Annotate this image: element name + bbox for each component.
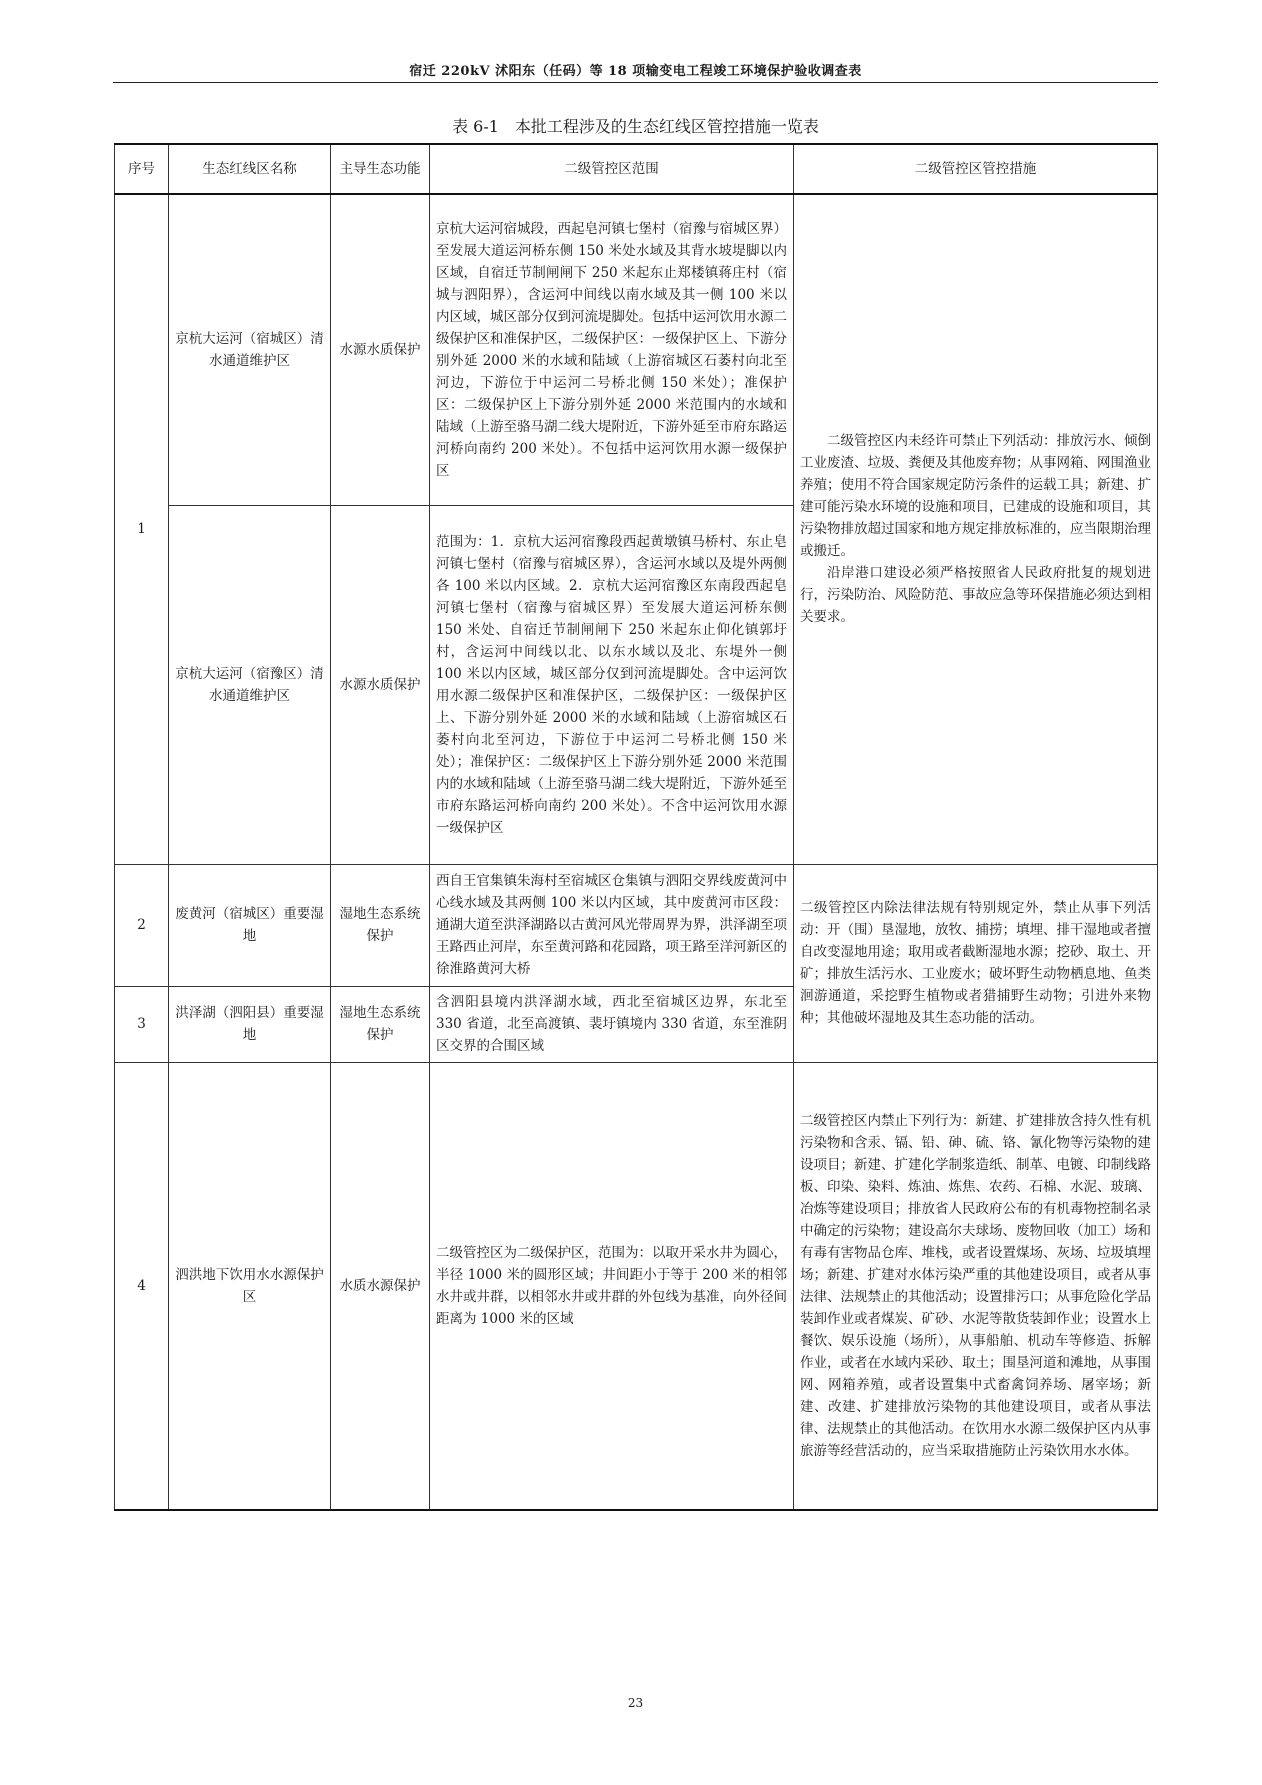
- col-header-scope: 二级管控区范围: [430, 144, 794, 194]
- cell-scope: 含泗阳县境内洪泽湖水域，西北至宿城区边界，东北至 330 省道，北至高渡镇、裴圩镇境内 330 省道，东至淮阴区交界的合围区域: [430, 986, 794, 1062]
- cell-function: 水质水源保护: [331, 1062, 430, 1510]
- page-number: 23: [627, 1696, 644, 1710]
- measures-paragraph: 沿岸港口建设必须严格按照省人民政府批复的规划进行，污染防治、风险防范、事故应急等环保措施必须达到相关要求。: [800, 565, 1151, 626]
- table-caption: 表 6-1 本批工程涉及的生态红线区管控措施一览表: [452, 117, 819, 136]
- cell-name: 京杭大运河（宿豫区）清水通道维护区: [169, 505, 331, 864]
- col-header-no: 序号: [115, 144, 169, 194]
- measures-paragraph: 二级管控区内未经许可禁止下列活动：排放污水、倾倒工业废渣、垃圾、粪便及其他废弃物；从事网箱、网围渔业养殖；使用不符合国家规定防污条件的运载工具；新建、扩建可能污染水环境的设施和项目，已建成的设施和项目，其污染物排放超过国家和地方规定排放标准的，应当限期治理或搬迁。: [800, 433, 1151, 560]
- cell-no: 3: [115, 986, 169, 1062]
- cell-function: 水源水质保护: [331, 194, 430, 505]
- table-header-row: [115, 144, 1158, 194]
- cell-function: 湿地生态系统保护: [331, 864, 430, 986]
- cell-function: 湿地生态系统保护: [331, 986, 430, 1062]
- cell-scope: 范围为：1．京杭大运河宿豫段西起黄墩镇马桥村、东止皂河镇七堡村（宿豫与宿城区界），含运河水域以及堤外两侧各 100 米以内区域。2．京杭大运河宿豫区东南段西起皂河镇七堡村（宿豫与宿城区界）至发展大道运河桥东侧 150 米处、自宿迁节制闸闸下 250 米起东止仰化镇郭圩村，含运河中间线以北、以东水域以及北、东堤外一侧 100 米以内区域，城区部分仅到河流堤脚处。含中运河饮用水源二级保护区和准保护区，二级保护区：一级保护区上、下游分别外延 2000 米的水域和陆域（上游宿城区石萎村向北至河边，下游位于中运河二号桥北侧 150 米处）；准保护区：二级保护区上下游分别外延 2000 米范围内的水域和陆域（上游至骆马湖二线大堤附近，下游外延至市府东路运河桥向南约 200 米处）。不含中运河饮用水源一级保护区: [430, 505, 794, 864]
- table-row: [115, 194, 1158, 505]
- cell-scope: 西自王官集镇朱海村至宿城区仓集镇与泗阳交界线废黄河中心线水域及其两侧 100 米以内区域，其中废黄河市区段：通湖大道至洪泽湖路以古黄河风光带周界为界，洪泽湖至项王路西止河岸，东至黄河路和花园路，项王路至洋河新区的徐淮路黄河大桥: [430, 864, 794, 986]
- cell-function: 水源水质保护: [331, 505, 430, 864]
- ecological-redline-table: [114, 143, 1158, 1511]
- col-header-function: 主导生态功能: [331, 144, 430, 194]
- cell-no: 2: [115, 864, 169, 986]
- col-header-measures: 二级管控区管控措施: [794, 144, 1158, 194]
- cell-measures-group2: 二级管控区内除法律法规有特别规定外，禁止从事下列活动：开（围）垦湿地，放牧、捕捞；填埋、排干湿地或者擅自改变湿地用途；取用或者截断湿地水源；挖砂、取土、开矿；排放生活污水、工业废水；破坏野生动物栖息地、鱼类洄游通道，采挖野生植物或者猎捕野生动物；引进外来物种；其他破坏湿地及其生态功能的活动。: [794, 864, 1158, 1062]
- cell-measures-group1: [794, 194, 1158, 864]
- cell-measures-group3: 二级管控区内禁止下列行为：新建、扩建排放含持久性有机污染物和含汞、镉、铅、砷、硫、铬、氰化物等污染物的建设项目；新建、扩建化学制浆造纸、制革、电镀、印制线路板、印染、染料、炼油、炼焦、农药、石棉、水泥、玻璃、冶炼等建设项目；排放省人民政府公布的有机毒物控制名录中确定的污染物；建设高尔夫球场、废物回收（加工）场和有毒有害物品仓库、堆栈，或者设置煤场、灰场、垃圾填埋场；新建、扩建对水体污染严重的其他建设项目，或者从事法律、法规禁止的其他活动；设置排污口；从事危险化学品装卸作业或者煤炭、矿砂、水泥等散货装卸作业；设置水上餐饮、娱乐设施（场所），从事船舶、机动车等修造、拆解作业，或者在水域内采砂、取土；围垦河道和滩地，从事围网、网箱养殖，或者设置集中式畜禽饲养场、屠宰场；新建、改建、扩建排放污染物的其他建设项目，或者从事法律、法规禁止的其他活动。在饮用水水源二级保护区内从事旅游等经营活动的，应当采取措施防止污染饮用水水体。: [794, 1062, 1158, 1510]
- cell-no: 4: [115, 1062, 169, 1510]
- cell-name: 京杭大运河（宿城区）清水通道维护区: [169, 194, 331, 505]
- cell-name: 废黄河（宿城区）重要湿地: [169, 864, 331, 986]
- cell-name: 泗洪地下饮用水水源保护区: [169, 1062, 331, 1510]
- table-row: [115, 1062, 1158, 1510]
- table-row: [115, 864, 1158, 986]
- page-header: 宿迁 220kV 沭阳东（任码）等 18 项输变电工程竣工环境保护验收调查表: [409, 64, 862, 79]
- cell-scope: 二级管控区为二级保护区，范围为：以取开采水井为圆心，半径 1000 米的圆形区域；井间距小于等于 200 米的相邻水井或井群，以相邻水井或井群的外包线为基准，向外径间距离为 1000 米的区域: [430, 1062, 794, 1510]
- col-header-name: 生态红线区名称: [169, 144, 331, 194]
- cell-scope: 京杭大运河宿城段，西起皂河镇七堡村（宿豫与宿城区界）至发展大道运河桥东侧 150 米处水域及其背水坡堤脚以内区域，自宿迁节制闸闸下 250 米起东止郑楼镇蒋庄村（宿城与泗阳界），含运河中间线以南水域及其一侧 100 米以内区域，城区部分仅到河流堤脚处。包括中运河饮用水源二级保护区和准保护区，二级保护区：一级保护区上、下游分别外延 2000 米的水域和陆域（上游宿城区石萎村向北至河边，下游位于中运河二号桥北侧 150 米处）；准保护区：二级保护区上下游分别外延 2000 米范围内的水域和陆域（上游至骆马湖二线大堤附近，下游外延至市府东路运河桥向南约 200 米处）。不包括中运河饮用水源一级保护区: [430, 194, 794, 505]
- cell-no: 1: [115, 194, 169, 864]
- header-rule: [113, 82, 1158, 83]
- cell-name: 洪泽湖（泗阳县）重要湿地: [169, 986, 331, 1062]
